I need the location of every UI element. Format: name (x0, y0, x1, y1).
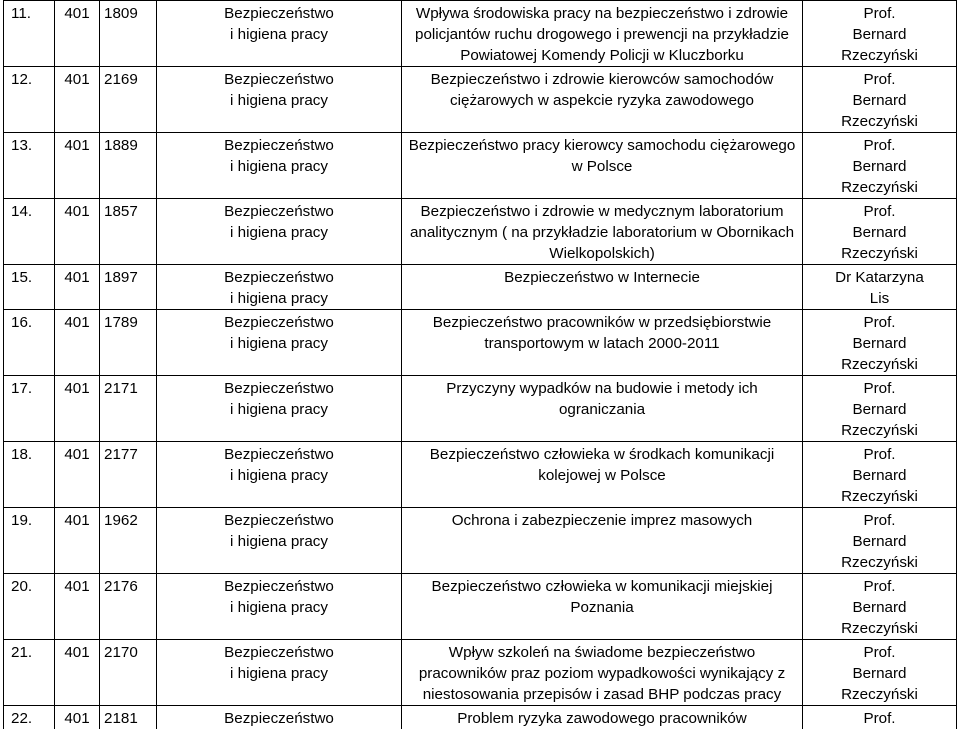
field-code: 401 (55, 1, 100, 67)
supervisor-line: Prof. (807, 135, 952, 156)
student-id: 1897 (100, 265, 157, 310)
study-field (157, 1, 402, 67)
table-row (4, 508, 957, 574)
supervisor-line: Bernard (807, 399, 952, 420)
supervisor (803, 442, 957, 508)
table-row (4, 265, 957, 310)
field-code: 401 (55, 67, 100, 133)
thesis-title: Bezpieczeństwo pracy kierowcy samochodu ciężarowego w Polsce (402, 133, 803, 199)
theses-table (3, 0, 957, 729)
thesis-title: Bezpieczeństwo człowieka w środkach komunikacji kolejowej w Polsce (402, 442, 803, 508)
study-field-line: Bezpieczeństwo (161, 378, 397, 399)
study-field (157, 265, 402, 310)
supervisor (803, 67, 957, 133)
study-field-line: Bezpieczeństwo (161, 510, 397, 531)
thesis-title: Ochrona i zabezpieczenie imprez masowych (402, 508, 803, 574)
student-id: 2177 (100, 442, 157, 508)
thesis-title: Problem ryzyka zawodowego pracowników (402, 706, 803, 729)
study-field-line: i higiena pracy (161, 156, 397, 177)
supervisor-line: Bernard (807, 333, 952, 354)
study-field-line: Bezpieczeństwo (161, 708, 397, 729)
row-number: 21. (4, 640, 55, 706)
student-id: 2181 (100, 706, 157, 729)
supervisor-line: Rzeczyński (807, 177, 952, 198)
field-code: 401 (55, 640, 100, 706)
supervisor-line: Rzeczyński (807, 486, 952, 507)
supervisor-line: Rzeczyński (807, 354, 952, 375)
row-number: 22. (4, 706, 55, 729)
supervisor-line: Rzeczyński (807, 552, 952, 573)
supervisor (803, 133, 957, 199)
study-field-line: Bezpieczeństwo (161, 201, 397, 222)
student-id: 1809 (100, 1, 157, 67)
row-number: 16. (4, 310, 55, 376)
field-code: 401 (55, 574, 100, 640)
row-number: 17. (4, 376, 55, 442)
study-field-line: Bezpieczeństwo (161, 267, 397, 288)
row-number: 18. (4, 442, 55, 508)
supervisor-line: Prof. (807, 201, 952, 222)
supervisor-line: Rzeczyński (807, 618, 952, 639)
supervisor (803, 265, 957, 310)
supervisor-line: Dr Katarzyna (807, 267, 952, 288)
table-row (4, 67, 957, 133)
table-row (4, 442, 957, 508)
study-field (157, 133, 402, 199)
table-row (4, 574, 957, 640)
supervisor-line: Bernard (807, 222, 952, 243)
study-field-line: i higiena pracy (161, 465, 397, 486)
student-id: 2170 (100, 640, 157, 706)
student-id: 1962 (100, 508, 157, 574)
supervisor (803, 1, 957, 67)
study-field (157, 310, 402, 376)
study-field (157, 442, 402, 508)
supervisor-line: Prof. (807, 378, 952, 399)
supervisor (803, 199, 957, 265)
thesis-title: Bezpieczeństwo człowieka w komunikacji miejskiej Poznania (402, 574, 803, 640)
study-field-line: i higiena pracy (161, 24, 397, 45)
study-field-line: i higiena pracy (161, 399, 397, 420)
study-field (157, 706, 402, 729)
supervisor-line: Prof. (807, 444, 952, 465)
study-field-line: Bezpieczeństwo (161, 444, 397, 465)
student-id: 1889 (100, 133, 157, 199)
row-number: 11. (4, 1, 55, 67)
study-field (157, 640, 402, 706)
field-code: 401 (55, 199, 100, 265)
study-field-line: Bezpieczeństwo (161, 3, 397, 24)
thesis-title: Bezpieczeństwo w Internecie (402, 265, 803, 310)
student-id: 1789 (100, 310, 157, 376)
supervisor-line: Prof. (807, 510, 952, 531)
row-number: 19. (4, 508, 55, 574)
study-field (157, 508, 402, 574)
supervisor (803, 640, 957, 706)
supervisor-line: Bernard (807, 663, 952, 684)
supervisor-line: Rzeczyński (807, 420, 952, 441)
thesis-title: Bezpieczeństwo pracowników w przedsiębiorstwie transportowym w latach 2000-2011 (402, 310, 803, 376)
supervisor (803, 574, 957, 640)
table-row (4, 706, 957, 729)
study-field-line: Bezpieczeństwo (161, 576, 397, 597)
supervisor (803, 706, 957, 729)
student-id: 2171 (100, 376, 157, 442)
study-field-line: Bezpieczeństwo (161, 135, 397, 156)
supervisor-line: Prof. (807, 312, 952, 333)
supervisor (803, 376, 957, 442)
table-row (4, 199, 957, 265)
student-id: 2176 (100, 574, 157, 640)
table-row (4, 376, 957, 442)
supervisor-line: Rzeczyński (807, 45, 952, 66)
study-field-line: i higiena pracy (161, 597, 397, 618)
supervisor-line: Bernard (807, 465, 952, 486)
field-code: 401 (55, 376, 100, 442)
study-field (157, 67, 402, 133)
study-field-line: i higiena pracy (161, 333, 397, 354)
table-row (4, 133, 957, 199)
thesis-title: Wpływ szkoleń na świadome bezpieczeństwo pracowników praz poziom wypadkowości wynikający z niestosowania przepisów i zasad BHP podczas pracy (402, 640, 803, 706)
study-field (157, 574, 402, 640)
field-code: 401 (55, 310, 100, 376)
supervisor-line: Bernard (807, 90, 952, 111)
field-code: 401 (55, 508, 100, 574)
theses-table-page (3, 0, 956, 729)
supervisor-line: Prof. (807, 642, 952, 663)
row-number: 13. (4, 133, 55, 199)
study-field-line: i higiena pracy (161, 531, 397, 552)
field-code: 401 (55, 442, 100, 508)
study-field-line: i higiena pracy (161, 663, 397, 684)
study-field-line: Bezpieczeństwo (161, 69, 397, 90)
study-field-line: i higiena pracy (161, 222, 397, 243)
field-code: 401 (55, 133, 100, 199)
supervisor-line: Bernard (807, 24, 952, 45)
row-number: 20. (4, 574, 55, 640)
study-field-line: i higiena pracy (161, 90, 397, 111)
supervisor-line: Rzeczyński (807, 243, 952, 264)
supervisor-line: Rzeczyński (807, 684, 952, 705)
supervisor-line: Bernard (807, 156, 952, 177)
thesis-title: Przyczyny wypadków na budowie i metody ich ograniczania (402, 376, 803, 442)
supervisor-line: Prof. (807, 708, 952, 729)
supervisor-line: Prof. (807, 576, 952, 597)
thesis-title: Wpływa środowiska pracy na bezpieczeństwo i zdrowie policjantów ruchu drogowego i prewencji na przykładzie Powiatowej Komendy Policji w Kluczborku (402, 1, 803, 67)
student-id: 1857 (100, 199, 157, 265)
row-number: 14. (4, 199, 55, 265)
supervisor-line: Bernard (807, 531, 952, 552)
supervisor (803, 310, 957, 376)
table-row (4, 310, 957, 376)
supervisor-line: Prof. (807, 69, 952, 90)
study-field-line: i higiena pracy (161, 288, 397, 309)
study-field (157, 376, 402, 442)
theses-table-body (4, 1, 957, 729)
supervisor-line: Lis (807, 288, 952, 309)
supervisor-line: Bernard (807, 597, 952, 618)
supervisor (803, 508, 957, 574)
study-field-line: Bezpieczeństwo (161, 642, 397, 663)
student-id: 2169 (100, 67, 157, 133)
row-number: 15. (4, 265, 55, 310)
table-row (4, 1, 957, 67)
supervisor-line: Rzeczyński (807, 111, 952, 132)
row-number: 12. (4, 67, 55, 133)
field-code: 401 (55, 706, 100, 729)
table-row (4, 640, 957, 706)
study-field (157, 199, 402, 265)
study-field-line: Bezpieczeństwo (161, 312, 397, 333)
thesis-title: Bezpieczeństwo i zdrowie kierowców samochodów ciężarowych w aspekcie ryzyka zawodowego (402, 67, 803, 133)
field-code: 401 (55, 265, 100, 310)
thesis-title: Bezpieczeństwo i zdrowie w medycznym laboratorium analitycznym ( na przykładzie laboratorium w Obornikach Wielkopolskich) (402, 199, 803, 265)
supervisor-line: Prof. (807, 3, 952, 24)
